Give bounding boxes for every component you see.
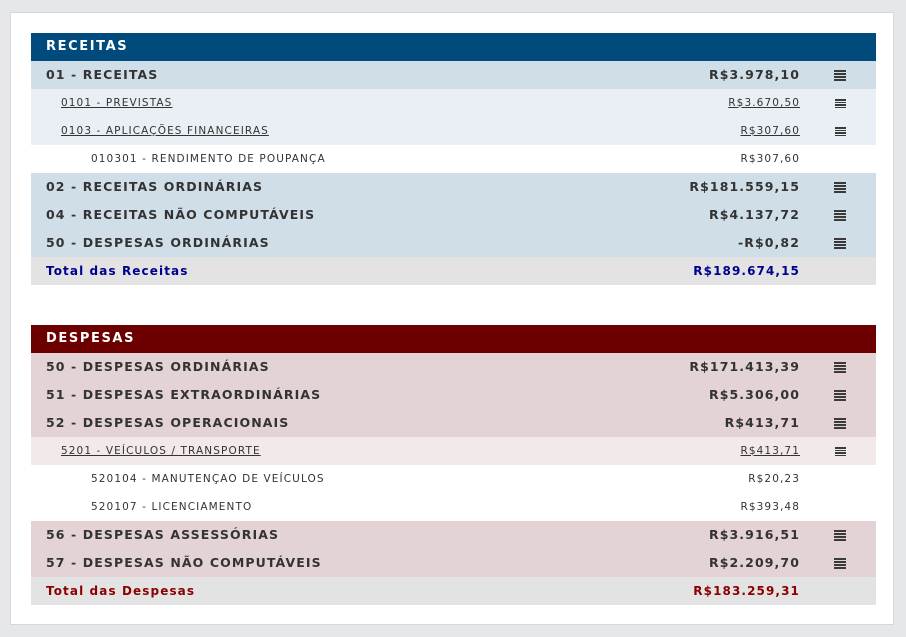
row-label: 52 - DESPESAS OPERACIONAIS (46, 415, 290, 430)
row-value: R$393,48 (740, 501, 800, 513)
total-label: Total das Receitas (46, 264, 189, 278)
row-value: R$4.137,72 (708, 207, 800, 222)
row-value: R$5.306,00 (708, 387, 800, 402)
receitas-subrow[interactable] (31, 117, 876, 145)
row-link-value[interactable]: R$3.670,50 (728, 97, 800, 109)
despesas-detail-row (31, 493, 876, 521)
despesas-row[interactable] (31, 549, 876, 577)
total-value: R$183.259,31 (693, 584, 800, 598)
row-label: 520104 - MANUTENÇAO DE VEÍCULOS (91, 473, 325, 485)
despesas-subrow[interactable] (31, 437, 876, 465)
receitas-total-row (31, 257, 876, 285)
despesas-row[interactable] (31, 409, 876, 437)
hamburger-menu-icon[interactable] (834, 362, 846, 372)
hamburger-menu-icon[interactable] (835, 99, 846, 108)
total-label: Total das Despesas (46, 584, 196, 598)
row-label: 01 - RECEITAS (46, 67, 159, 82)
report-panel (10, 12, 894, 625)
hamburger-menu-icon[interactable] (834, 210, 846, 220)
hamburger-menu-icon[interactable] (834, 558, 846, 568)
row-label: 010301 - RENDIMENTO DE POUPANÇA (91, 153, 326, 165)
row-value: R$2.209,70 (708, 555, 800, 570)
despesas-row[interactable] (31, 381, 876, 409)
row-label: 04 - RECEITAS NÃO COMPUTÁVEIS (46, 207, 316, 222)
row-label: 50 - DESPESAS ORDINÁRIAS (46, 235, 270, 250)
receitas-row[interactable] (31, 173, 876, 201)
row-value: -R$0,82 (737, 235, 800, 250)
row-value: R$307,60 (740, 153, 800, 165)
row-value: R$3.916,51 (708, 527, 800, 542)
row-label: 51 - DESPESAS EXTRAORDINÁRIAS (46, 387, 322, 402)
receitas-row[interactable] (31, 201, 876, 229)
row-value: R$20,23 (748, 473, 800, 485)
row-link-label[interactable]: 0101 - PREVISTAS (61, 97, 173, 109)
row-label: 50 - DESPESAS ORDINÁRIAS (46, 359, 270, 374)
row-link-label[interactable]: 0103 - APLICAÇÕES FINANCEIRAS (61, 125, 269, 137)
despesas-total-row (31, 577, 876, 605)
row-label: 57 - DESPESAS NÃO COMPUTÁVEIS (46, 555, 322, 570)
hamburger-menu-icon[interactable] (835, 447, 846, 456)
hamburger-menu-icon[interactable] (834, 530, 846, 540)
hamburger-menu-icon[interactable] (834, 390, 846, 400)
hamburger-menu-icon[interactable] (834, 418, 846, 428)
hamburger-menu-icon[interactable] (834, 182, 846, 192)
receitas-section (31, 33, 876, 285)
row-label: 56 - DESPESAS ASSESSÓRIAS (46, 527, 280, 542)
despesas-row[interactable] (31, 353, 876, 381)
receitas-detail-row (31, 145, 876, 173)
receitas-row[interactable] (31, 229, 876, 257)
despesas-header: DESPESAS (31, 325, 876, 353)
row-label: 520107 - LICENCIAMENTO (91, 501, 253, 513)
row-link-value[interactable]: R$413,71 (740, 445, 800, 457)
row-value: R$3.978,10 (708, 67, 800, 82)
receitas-subrow[interactable] (31, 89, 876, 117)
row-value: R$413,71 (724, 415, 800, 430)
hamburger-menu-icon[interactable] (834, 238, 846, 248)
hamburger-menu-icon[interactable] (835, 127, 846, 136)
row-link-label[interactable]: 5201 - VEÍCULOS / TRANSPORTE (61, 445, 261, 457)
despesas-detail-row (31, 465, 876, 493)
despesas-section (31, 325, 876, 605)
row-label: 02 - RECEITAS ORDINÁRIAS (46, 179, 264, 194)
row-link-value[interactable]: R$307,60 (740, 125, 800, 137)
total-value: R$189.674,15 (693, 264, 800, 278)
receitas-row[interactable] (31, 61, 876, 89)
row-value: R$171.413,39 (689, 359, 800, 374)
row-value: R$181.559,15 (689, 179, 800, 194)
receitas-header: RECEITAS (31, 33, 876, 61)
hamburger-menu-icon[interactable] (834, 70, 846, 80)
despesas-row[interactable] (31, 521, 876, 549)
